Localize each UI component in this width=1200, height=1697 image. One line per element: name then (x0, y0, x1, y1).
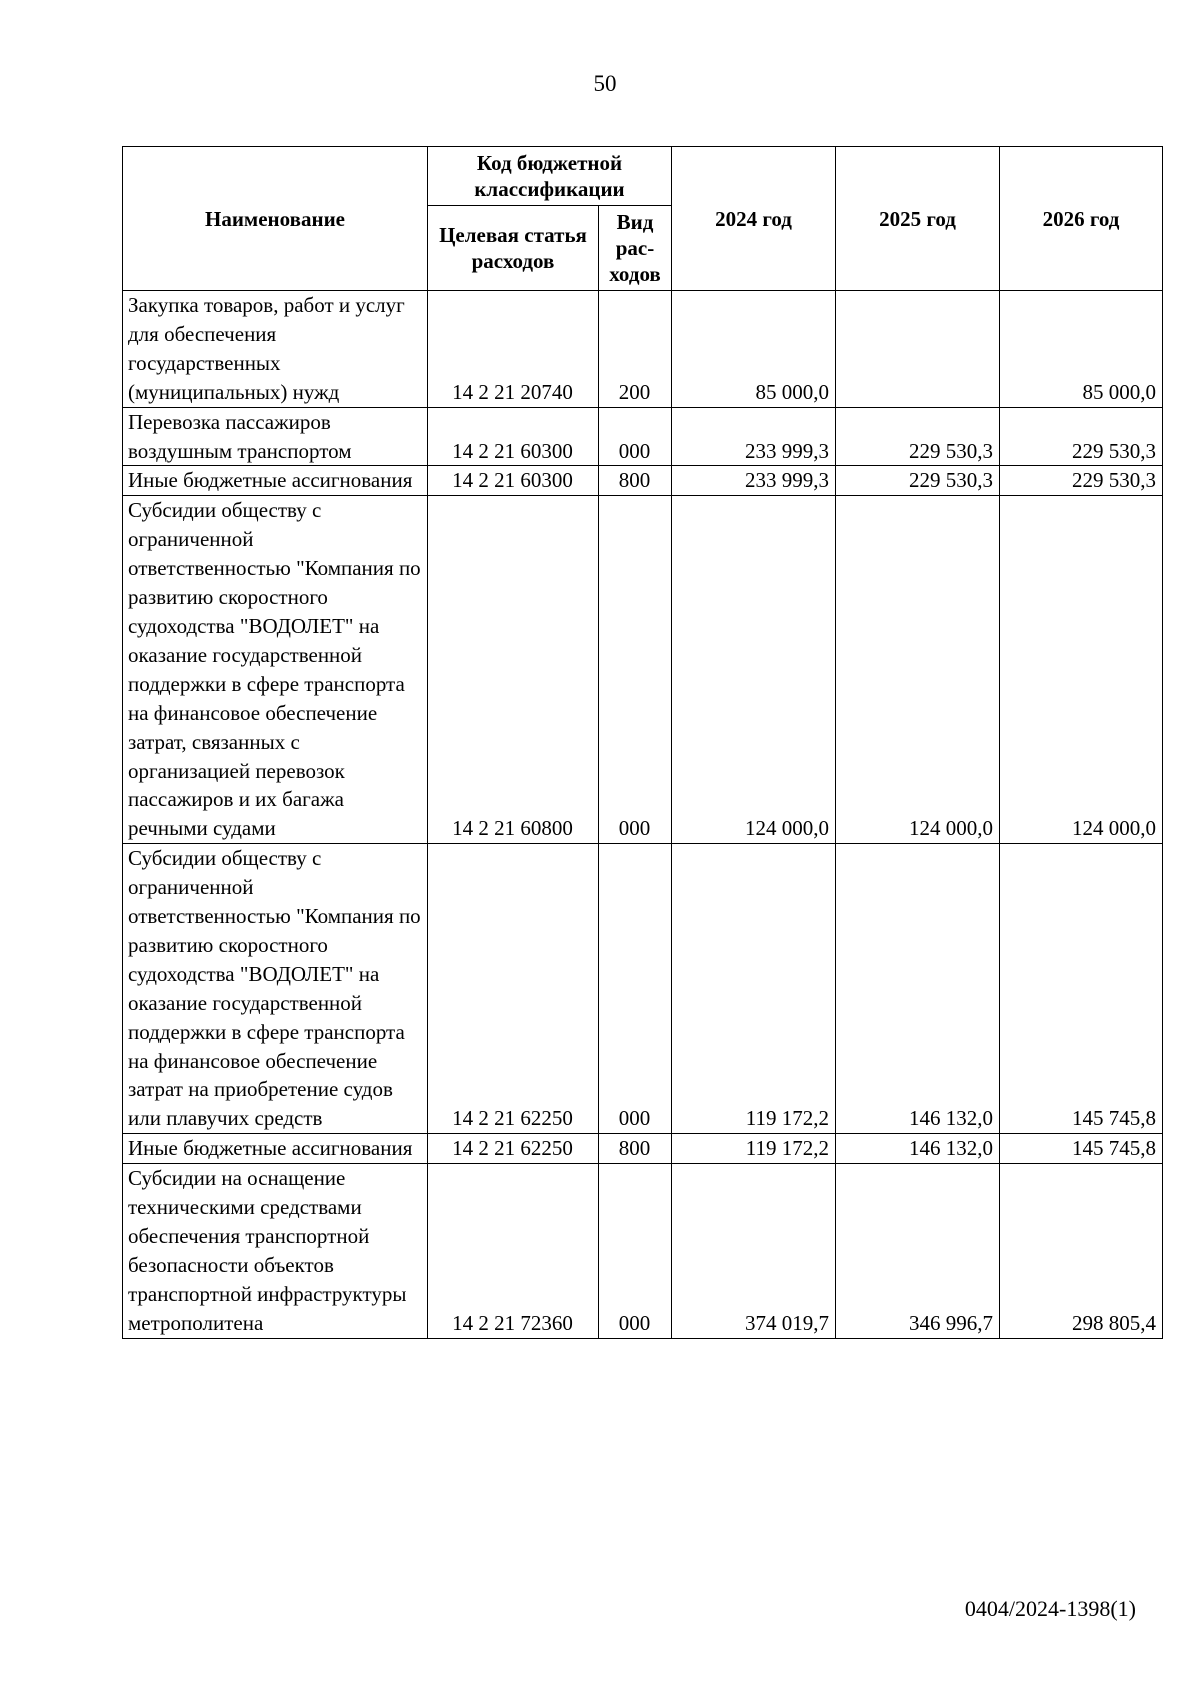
row-2026: 229 530,3 (1000, 407, 1163, 466)
header-year-2025: 2025 год (836, 147, 1000, 291)
row-2025: 346 996,7 (836, 1164, 1000, 1338)
row-2024: 119 172,2 (672, 1134, 836, 1164)
row-code: 14 2 21 60300 (428, 407, 599, 466)
table-row (123, 291, 1163, 408)
table-row (123, 1134, 1163, 1164)
row-name: Иные бюджетные ассигнования (123, 1134, 428, 1164)
row-kind: 800 (599, 466, 672, 496)
row-code: 14 2 21 60800 (428, 496, 599, 844)
row-kind: 000 (599, 844, 672, 1134)
row-2026: 124 000,0 (1000, 496, 1163, 844)
document-code: 0404/2024-1398(1) (964, 1596, 1136, 1621)
row-2024: 119 172,2 (672, 844, 836, 1134)
table-row (123, 1164, 1163, 1338)
row-code: 14 2 21 60300 (428, 466, 599, 496)
row-2025 (836, 291, 1000, 408)
table-body (123, 291, 1163, 1339)
table-row (123, 407, 1163, 466)
page-number: 50 (593, 71, 617, 96)
row-kind: 200 (599, 291, 672, 408)
row-code: 14 2 21 62250 (428, 844, 599, 1134)
row-2026: 145 745,8 (1000, 844, 1163, 1134)
header-kind: Вид рас- ходов (599, 206, 672, 291)
row-kind: 000 (599, 496, 672, 844)
header-code-group: Код бюджетной классификации (428, 147, 672, 206)
header-row (123, 147, 1163, 206)
row-name: Перевозка пассажиров воздушным транспортом (123, 407, 428, 466)
row-2025: 124 000,0 (836, 496, 1000, 844)
row-2024: 85 000,0 (672, 291, 836, 408)
header-name: Наименование (123, 147, 428, 291)
row-2025: 229 530,3 (836, 466, 1000, 496)
row-kind: 800 (599, 1134, 672, 1164)
row-2025: 229 530,3 (836, 407, 1000, 466)
row-2026: 85 000,0 (1000, 291, 1163, 408)
row-name: Субсидии обществу с ограниченной ответственностью "Компания по развитию скоростного судоходства "ВОДОЛЕТ" на оказание государственной поддержки в сфере транспорта на финансовое обеспечение затрат, связанных с организацией перевозок пассажиров и их багажа речными судами (123, 496, 428, 844)
table-row (123, 844, 1163, 1134)
row-2025: 146 132,0 (836, 1134, 1000, 1164)
row-kind: 000 (599, 407, 672, 466)
row-code: 14 2 21 62250 (428, 1134, 599, 1164)
row-2026: 229 530,3 (1000, 466, 1163, 496)
row-name: Субсидии обществу с ограниченной ответственностью "Компания по развитию скоростного судоходства "ВОДОЛЕТ" на оказание государственной поддержки в сфере транспорта на финансовое обеспечение затрат на приобретение судов или плавучих средств (123, 844, 428, 1134)
row-2024: 124 000,0 (672, 496, 836, 844)
header-target: Целевая статья расходов (428, 206, 599, 291)
row-name: Закупка товаров, работ и услуг для обеспечения государственных (муниципальных) нужд (123, 291, 428, 408)
row-2026: 145 745,8 (1000, 1134, 1163, 1164)
row-code: 14 2 21 20740 (428, 291, 599, 408)
row-2025: 146 132,0 (836, 844, 1000, 1134)
table-row (123, 466, 1163, 496)
row-name: Субсидии на оснащение техническими средствами обеспечения транспортной безопасности объектов транспортной инфраструктуры метрополитена (123, 1164, 428, 1338)
table-row (123, 496, 1163, 844)
row-kind: 000 (599, 1164, 672, 1338)
row-name: Иные бюджетные ассигнования (123, 466, 428, 496)
row-2024: 233 999,3 (672, 466, 836, 496)
header-year-2024: 2024 год (672, 147, 836, 291)
row-2024: 374 019,7 (672, 1164, 836, 1338)
budget-table (122, 146, 1163, 1339)
row-2026: 298 805,4 (1000, 1164, 1163, 1338)
row-2024: 233 999,3 (672, 407, 836, 466)
row-code: 14 2 21 72360 (428, 1164, 599, 1338)
header-year-2026: 2026 год (1000, 147, 1163, 291)
